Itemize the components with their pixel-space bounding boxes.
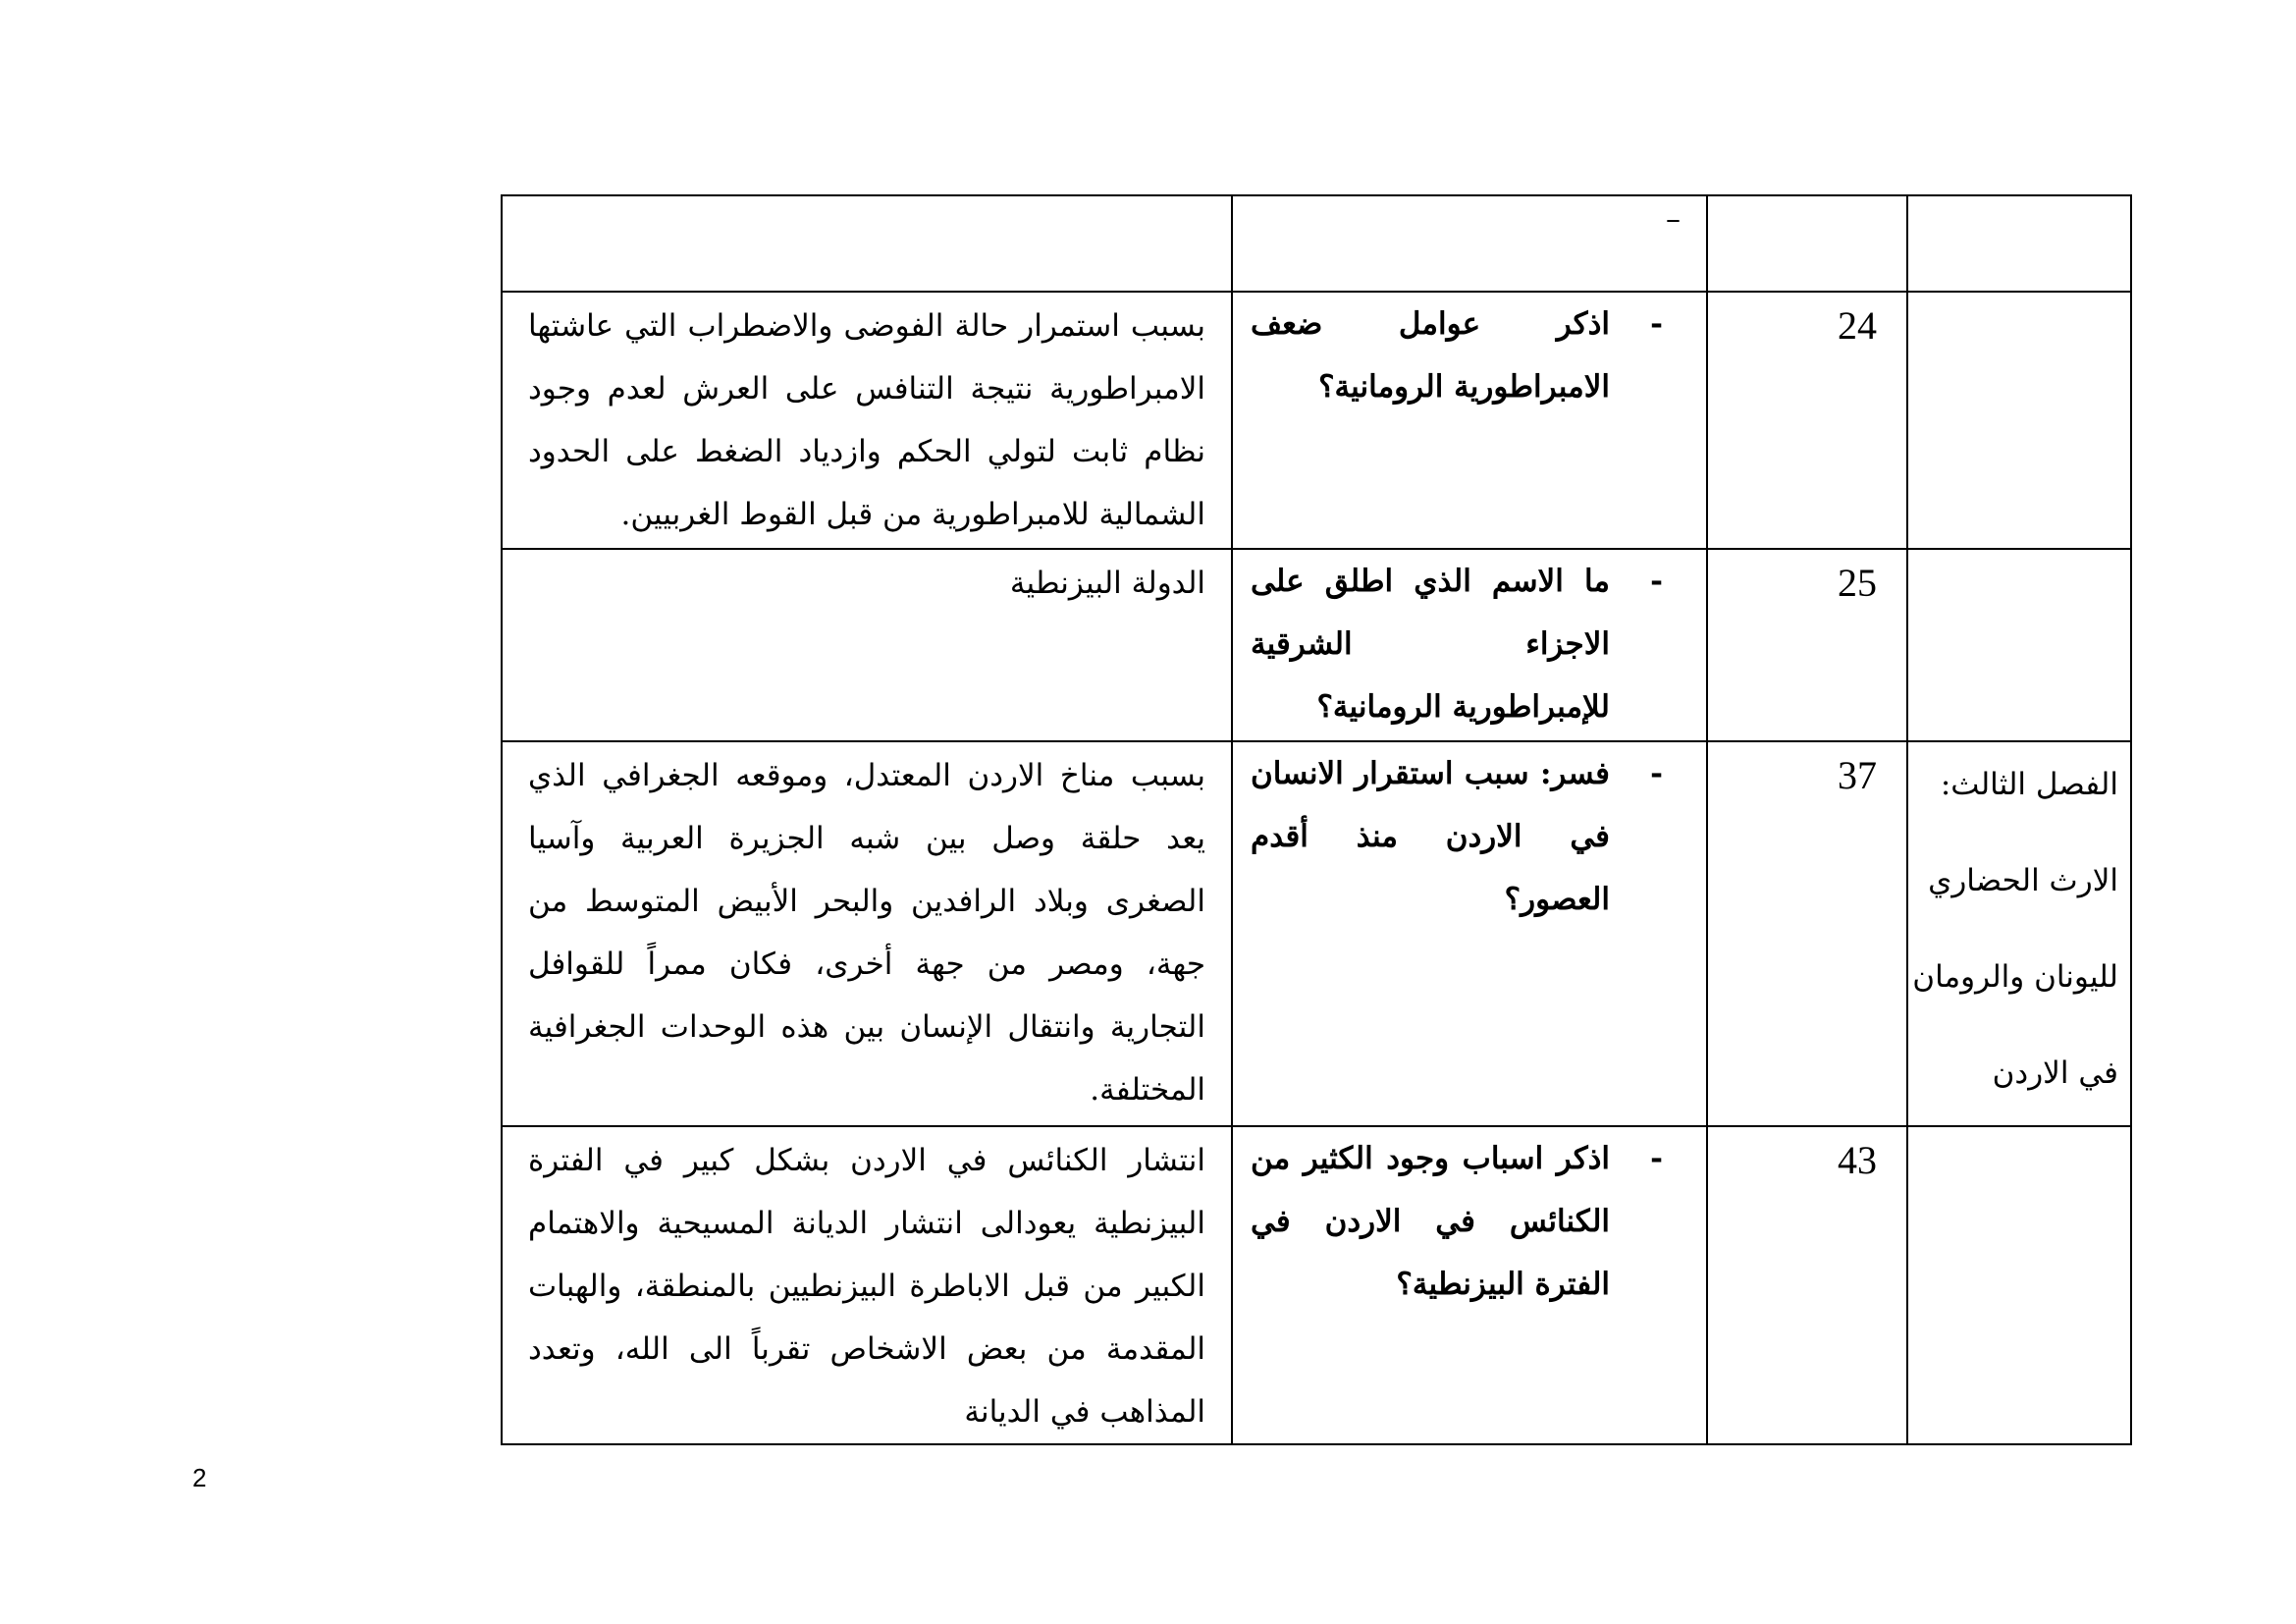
question-text: فسر: سبب استقرار الانسان في الاردن منذ أقدم العصور؟ (1251, 756, 1610, 917)
question-bullet: - (1650, 1141, 1663, 1176)
chapter-cell (1907, 741, 2131, 1126)
question-bullet: - (1650, 564, 1663, 599)
answer-cell (502, 549, 1232, 741)
number-cell (1707, 1126, 1907, 1444)
answer-text: الدولة البيزنطية (1009, 566, 1205, 601)
answer-cell (502, 741, 1232, 1126)
table-row (502, 292, 2131, 549)
question-bullet: - (1650, 756, 1663, 791)
answer-cell (502, 1126, 1232, 1444)
question-text: اذكر عوامل ضعف الامبراطورية الرومانية؟ (1251, 306, 1610, 405)
table-row (502, 1126, 2131, 1444)
number-cell (1707, 292, 1907, 549)
number-cell (1707, 741, 1907, 1126)
answer-text: بسبب مناخ الاردن المعتدل، وموقعه الجغرافي الذي يعد حلقة وصل بين شبه الجزيرة العربية وآسيا الصغرى وبلاد الرافدين والبحر الأبيض المتوسط من جهة، ومصر من جهة أخرى، فكان ممراً للقوافل التجارية وانتقال الإنسان بين هذه الوحدات الجغرافية المختلفة. (528, 758, 1205, 1108)
question-cell (1232, 195, 1707, 292)
question-cell (1232, 1126, 1707, 1444)
chapter-cell (1907, 195, 2131, 292)
answer-cell (502, 292, 1232, 549)
answer-text: بسبب استمرار حالة الفوضى والاضطراب التي عاشتها الامبراطورية نتيجة التنافس على العرش لعدم وجود نظام ثابت لتولي الحكم وازدياد الضغط على الحدود الشمالية للامبراطورية من قبل القوط الغربيين. (528, 308, 1205, 532)
question-cell (1232, 292, 1707, 549)
answer-text: انتشار الكنائس في الاردن بشكل كبير في الفترة البيزنطية يعودالى انتشار الديانة المسيحية والاهتمام الكبير من قبل الاباطرة البيزنطيين بالمنطقة، والهبات المقدمة من بعض الاشخاص تقرباً الى الله، وتعدد المذاهب في الديانة (528, 1143, 1205, 1430)
chapter-cell (1907, 549, 2131, 741)
question-number: 24 (1838, 303, 1877, 348)
table-row (502, 195, 2131, 292)
question-number: 25 (1838, 561, 1877, 605)
question-text: ما الاسم الذي اطلق على الاجزاء الشرقية للإمبراطورية الرومانية؟ (1251, 564, 1610, 725)
question-cell (1232, 741, 1707, 1126)
question-number: 43 (1838, 1138, 1877, 1182)
table-row (502, 549, 2131, 741)
question-number: 37 (1838, 753, 1877, 797)
chapter-cell (1907, 292, 2131, 549)
chapter-title: الفصل الثالث: الارث الحضاري لليونان والرومان في الاردن (1912, 767, 2118, 1091)
qa-table (501, 194, 2132, 1445)
number-cell (1707, 195, 1907, 292)
question-cell (1232, 549, 1707, 741)
number-cell (1707, 549, 1907, 741)
answer-cell (502, 195, 1232, 292)
chapter-cell (1907, 1126, 2131, 1444)
page-number: 2 (192, 1463, 207, 1492)
question-bullet: - (1650, 306, 1663, 342)
top-dash-mark: – (1666, 202, 1681, 237)
table-row (502, 741, 2131, 1126)
question-text: اذكر اسباب وجود الكثير من الكنائس في الاردن في الفترة البيزنطية؟ (1251, 1141, 1610, 1302)
